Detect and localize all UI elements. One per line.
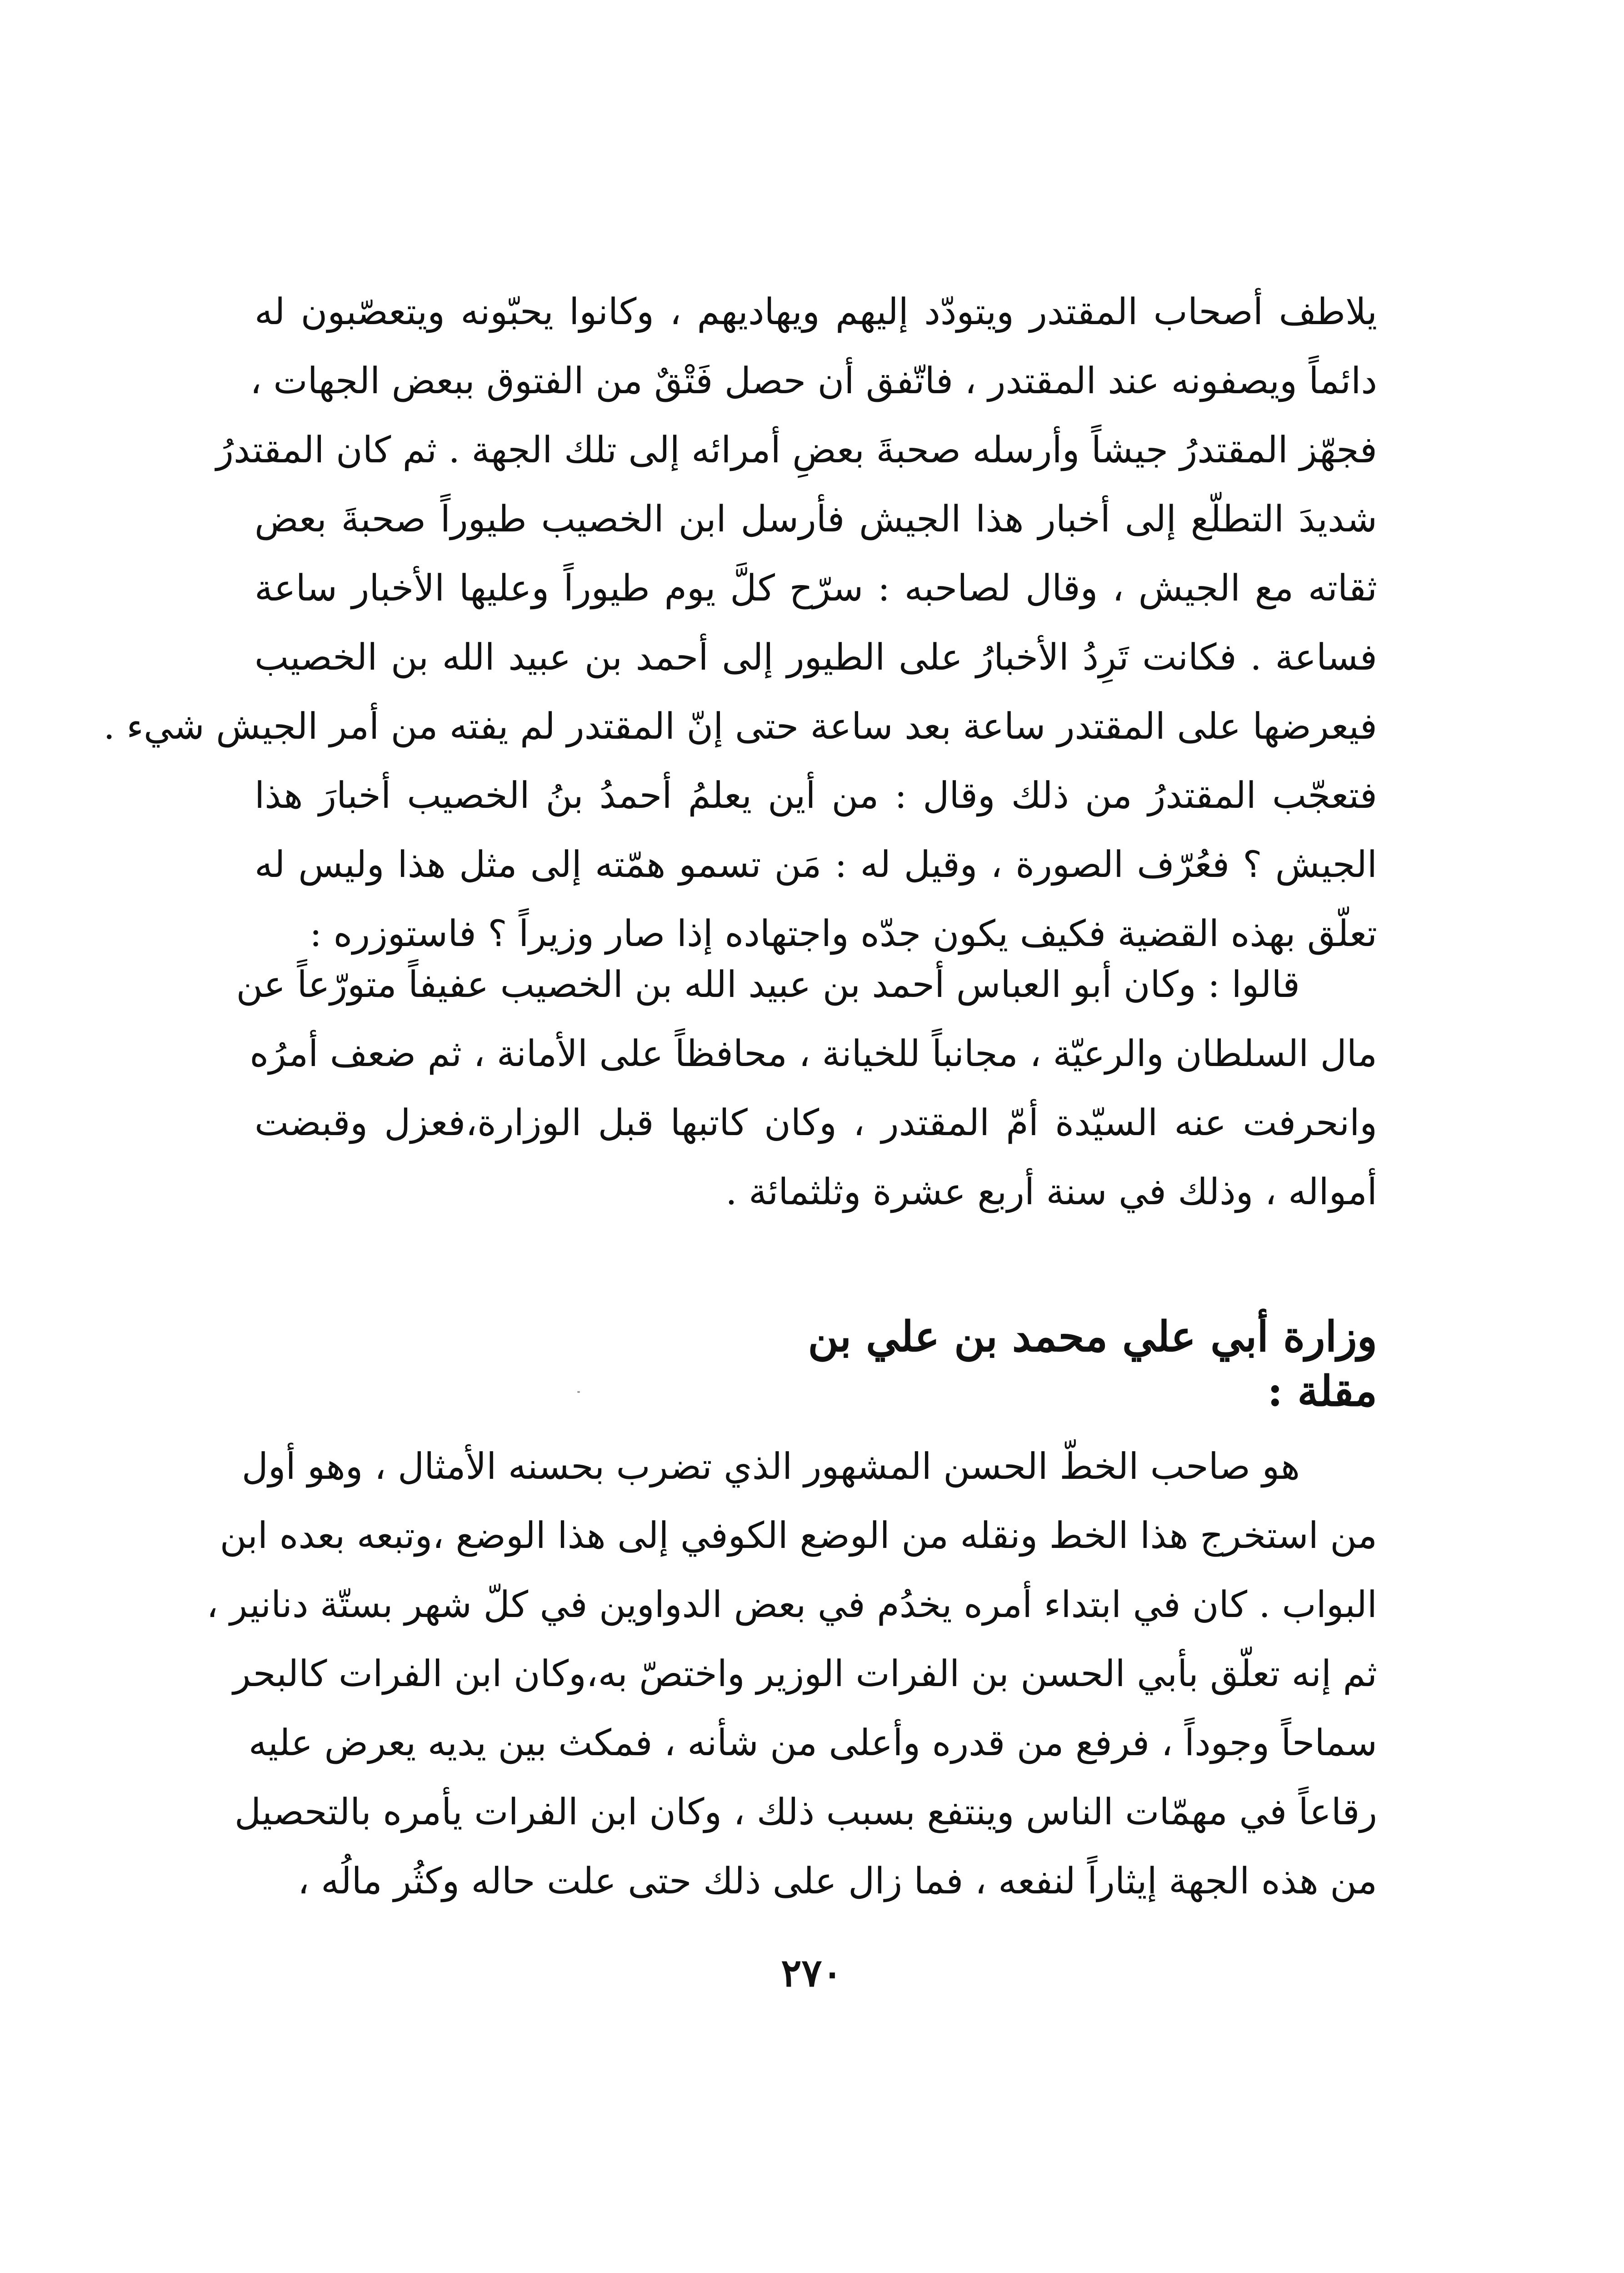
text-line: فساعة . فكانت تَرِدُ الأخبارُ على الطيور إلى أحمد بن عبيد الله بن الخصيب: [255, 636, 1377, 678]
text-line: وانحرفت عنه السيّدة أمّ المقتدر ، وكان كاتبها قبل الوزارة،فعزل وقبضت: [255, 1101, 1377, 1144]
text-line: مال السلطان والرعيّة ، مجانباً للخيانة ، محافظاً على الأمانة ، ثم ضعف أمرُه: [250, 1032, 1377, 1075]
text-line: الجيش ؟ فعُرّف الصورة ، وقيل له : مَن تسمو همّته إلى مثل هذا وليس له: [255, 843, 1378, 886]
text-line: شديدَ التطلّع إلى أخبار هذا الجيش فأرسل ابن الخصيب طيوراً صحبةَ بعض: [255, 498, 1377, 540]
text-line: رقاعاً في مهمّات الناس وينتفع بسبب ذلك ، وكان ابن الفرات يأمره بالتحصيل: [234, 1791, 1377, 1833]
paragraph-ibn-al-khasib-birds: [103, 277, 1378, 968]
text-line: يلاطف أصحاب المقتدر ويتودّد إليهم ويهاديهم ، وكانوا يحبّونه ويتعصّبون له: [255, 290, 1377, 333]
text-line: من استخرج هذا الخط ونقله من الوضع الكوفي إلى هذا الوضع ،وتبعه بعده ابن: [220, 1514, 1377, 1557]
text-line: هو صاحب الخطّ الحسن المشهور الذي تضرب بحسنه الأمثال ، وهو أول: [241, 1445, 1300, 1487]
text-line: تعلّق بهذه القضية فكيف يكون جدّه واجتهاده إذا صار وزيراً ؟ فاستوزره :: [310, 912, 1377, 955]
text-line: دائماً ويصفونه عند المقتدر ، فاتّفق أن حصل فَتْقٌ من الفتوق ببعض الجهات ،: [250, 360, 1377, 402]
text-line: فجهّز المقتدرُ جيشاً وأرسله صحبةَ بعضِ أمرائه إلى تلك الجهة . ثم كان المقتدرُ: [216, 429, 1377, 471]
print-speck: [577, 1391, 580, 1393]
paragraph-ibn-al-khasib-dismissal: [236, 950, 1377, 1227]
text-line: أمواله ، وذلك في سنة أربع عشرة وثلثمائة .: [725, 1171, 1377, 1213]
text-line: فيعرضها على المقتدر ساعة بعد ساعة حتى إنّ المقتدر لم يفته من أمر الجيش شيء .: [103, 705, 1377, 747]
text-line: ثقاته مع الجيش ، وقال لصاحبه : سرّح كلَّ يوم طيوراً وعليها الأخبار ساعة: [255, 567, 1377, 609]
text-line: قالوا : وكان أبو العباس أحمد بن عبيد الله بن الخصيب عفيفاً متورّعاً عن: [236, 963, 1300, 1006]
paragraph-ibn-muqla: [206, 1432, 1377, 1916]
section-heading: وزارة أبي علي محمد بن علي بن مقلة :: [808, 1312, 1377, 1416]
text-line: ثم إنه تعلّق بأبي الحسن بن الفرات الوزير واختصّ به،وكان ابن الفرات كالبحر: [233, 1652, 1377, 1695]
text-line: فتعجّب المقتدرُ من ذلك وقال : من أين يعلمُ أحمدُ بنُ الخصيب أخبارَ هذا: [255, 774, 1377, 816]
text-line: سماحاً وجوداً ، فرفع من قدره وأعلى من شأنه ، فمكث بين يديه يعرض عليه: [248, 1722, 1377, 1764]
text-line: البواب . كان في ابتداء أمره يخدُم في بعض الدواوين في كلّ شهر بستّة دنانير ،: [206, 1583, 1377, 1626]
text-line: من هذه الجهة إيثاراً لنفعه ، فما زال على ذلك حتى علت حاله وكثُر مالُه ،: [297, 1860, 1377, 1902]
page-number: ٢٧٠: [781, 1950, 843, 1995]
